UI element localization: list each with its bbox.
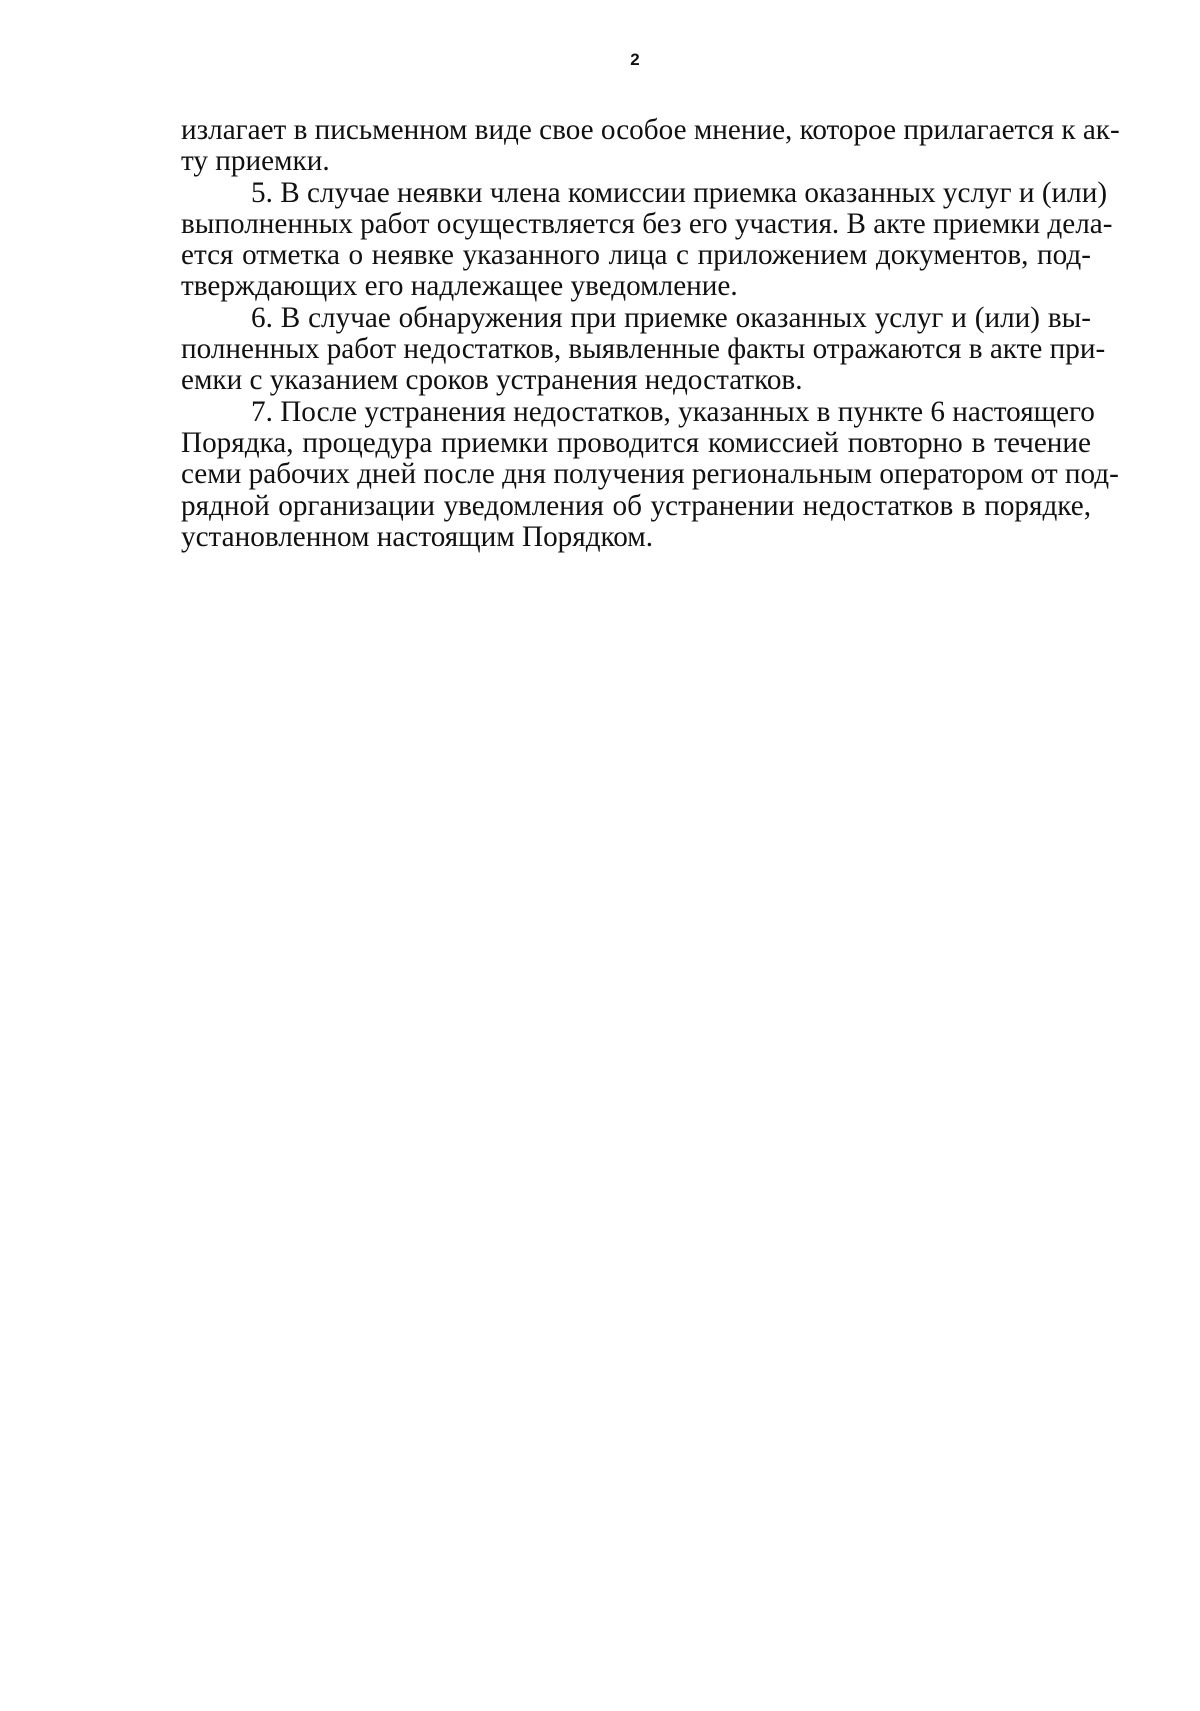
paragraph-continuation — [181, 114, 1120, 178]
text-line: семи рабочих дней после дня получения региональным оператором от под- — [181, 458, 1119, 491]
paragraph-item-7 — [181, 395, 1119, 553]
text-line: ту приемки. — [181, 145, 330, 178]
text-line: полненных работ недостатков, выявленные факты отражаются в акте при- — [181, 333, 1106, 366]
text-line: Порядка, процедура приемки проводится комиссией повторно в течение — [181, 426, 1091, 459]
text-line: тверждающих его надлежащее уведомление. — [181, 270, 738, 303]
text-line: излагает в письменном виде свое особое мнение, которое прилагается к ак- — [181, 114, 1120, 146]
text-line: 5. В случае неявки члена комиссии приемка оказанных услуг и (или) — [251, 176, 1108, 209]
text-line: 6. В случае обнаружения при приемке оказанных услуг и (или) вы- — [251, 301, 1091, 334]
page-number: 2 — [630, 50, 640, 69]
text-line: установленном настоящим Порядком. — [181, 520, 654, 553]
text-line: емки с указанием сроков устранения недостатков. — [181, 364, 803, 397]
text-line: ется отметка о неявке указанного лица с приложением документов, под- — [181, 239, 1091, 272]
paragraph-item-5 — [181, 176, 1113, 303]
text-line: рядной организации уведомления об устранении недостатков в порядке, — [181, 489, 1091, 522]
paragraph-item-6 — [181, 301, 1106, 397]
text-line: выполненных работ осуществляется без его участия. В акте приемки дела- — [181, 207, 1113, 240]
text-line: 7. После устранения недостатков, указанных в пункте 6 настоящего — [251, 395, 1095, 428]
document-body — [181, 114, 1120, 553]
